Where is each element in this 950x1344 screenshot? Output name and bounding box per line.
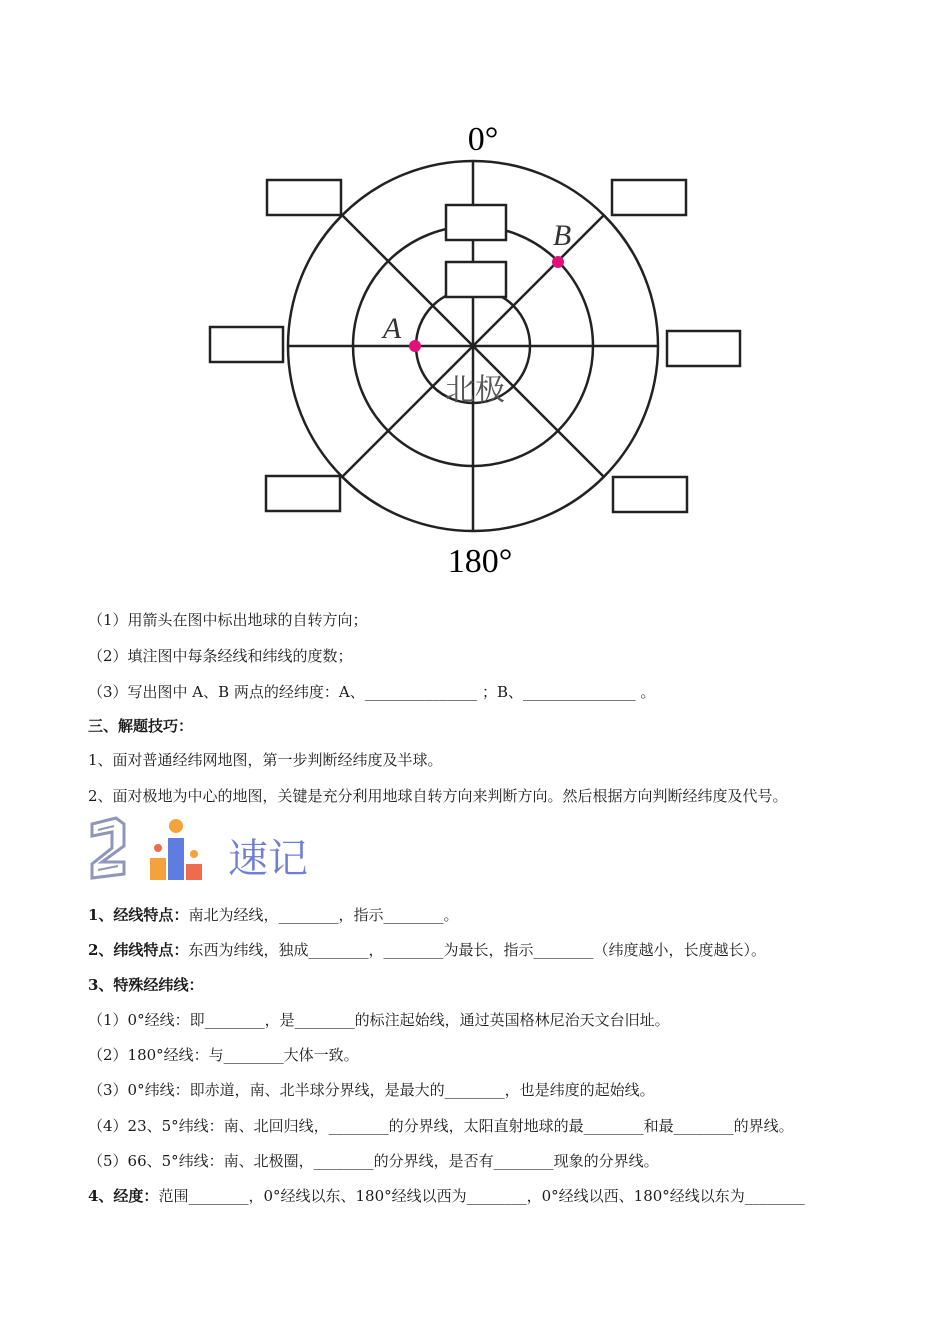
point-b-label: B	[552, 219, 572, 252]
point-b-dot	[552, 256, 564, 268]
section-heading: 三、解题技巧：	[88, 717, 194, 735]
note-3-label: 3、特殊经纬线：	[88, 976, 204, 994]
question-2: （2）填注图中每条经线和纬线的度数；	[88, 647, 353, 665]
note-3	[88, 975, 203, 995]
answer-box-bottom-right[interactable]	[613, 477, 687, 512]
note-3-1: （1）0°经线：即________，是________的标注起始线，通过英国格林尼治天文台旧址。	[88, 1011, 670, 1029]
number-2-icon	[92, 818, 124, 878]
note-4-text: 范围________，0°经线以东、180°经线以西为________，0°经线以西、180°经线以东为________	[158, 1187, 805, 1205]
note-3-2: （2）180°经线：与________大体一致。	[88, 1046, 359, 1064]
answer-box-right[interactable]	[667, 331, 740, 366]
answer-box-top-left[interactable]	[267, 180, 341, 215]
note-2-label: 2、纬线特点：	[88, 941, 189, 959]
answer-box-inner-top[interactable]	[446, 205, 506, 240]
note-1-text: 南北为经线，________，指示________。	[188, 906, 459, 924]
tip-2: 2、面对极地为中心的地图，关键是充分利用地球自转方向来判断方向。然后根据方向判断经纬度及代号。	[88, 787, 788, 805]
question-1: （1）用箭头在图中标出地球的自转方向；	[88, 611, 368, 629]
polar-grid-diagram	[190, 110, 770, 585]
north-pole-label: 北极	[445, 373, 505, 408]
note-2-text: 东西为纬线，独成________，________为最长，指示________（纬度越小，长度越长）。	[188, 941, 766, 959]
note-3-4: （4）23、5°纬线：南、北回归线，________的分界线，太阳直射地球的最________和最________的界线。	[88, 1117, 794, 1135]
quick-notes-badge	[88, 814, 348, 886]
answer-box-inner-middle[interactable]	[446, 262, 506, 297]
question-3: （3）写出图中 A、B 两点的经纬度：A、_______________ ；B、_______________ 。	[88, 683, 656, 701]
top-meridian-label: 0°	[467, 121, 499, 158]
note-4-label: 4、经度：	[88, 1187, 159, 1205]
note-3-3: （3）0°纬线：即赤道，南、北半球分界线，是最大的________，也是纬度的起始线。	[88, 1081, 655, 1099]
point-a-label: A	[382, 312, 402, 345]
note-1	[88, 905, 458, 925]
badge-title: 速记	[228, 836, 308, 882]
answer-box-bottom-left[interactable]	[266, 476, 340, 511]
note-4	[88, 1186, 805, 1206]
tip-1: 1、面对普通经纬网地图，第一步判断经纬度及半球。	[88, 751, 443, 769]
note-1-label: 1、经线特点：	[88, 906, 189, 924]
bottom-meridian-label: 180°	[447, 543, 513, 580]
podium-trophy-icon	[150, 819, 202, 880]
note-2	[88, 940, 766, 960]
note-3-5: （5）66、5°纬线：南、北极圈，________的分界线，是否有________现象的分界线。	[88, 1152, 659, 1170]
answer-box-left[interactable]	[210, 327, 283, 362]
answer-box-top-right[interactable]	[612, 180, 686, 215]
point-a-dot	[409, 340, 421, 352]
polar-grid-svg	[190, 110, 770, 585]
